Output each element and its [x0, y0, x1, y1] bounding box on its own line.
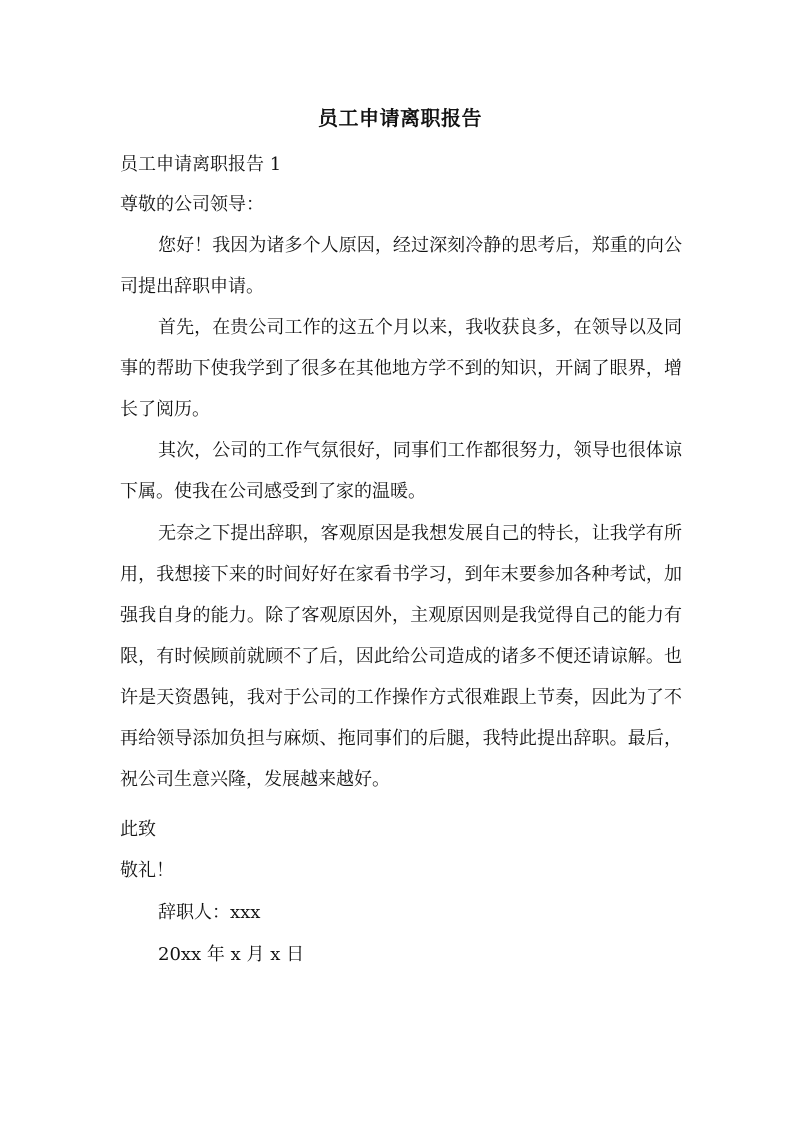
paragraph-2: 首先，在贵公司工作的这五个月以来，我收获良多，在领导以及同事的帮助下使我学到了很多在其他地方学不到的知识，开阔了眼界，增长了阅历。: [120, 317, 682, 420]
document-title: 员工申请离职报告: [318, 106, 482, 130]
closing-cizhi: 此致: [120, 819, 156, 840]
paragraph-4: 无奈之下提出辞职，客观原因是我想发展自己的特长，让我学有所用，我想接下来的时间好好在家看书学习，到年末要参加各种考试，加强我自身的能力。除了客观原因外，主观原因则是我觉得自己的能力有限，有时候顾前就顾不了后，因此给公司造成的诸多不便还请谅解。也许是天资愚钝，我对于公司的工作操作方式很难跟上节奏，因此为了不再给领导添加负担与麻烦、拖同事们的后腿，我特此提出辞职。最后，祝公司生意兴隆，发展越来越好。: [120, 523, 682, 790]
document-subtitle: 员工申请离职报告 1: [120, 154, 282, 175]
paragraph-1: 您好！我因为诸多个人原因，经过深刻冷静的思考后，郑重的向公司提出辞职申请。: [120, 235, 682, 297]
closing-jingli: 敬礼！: [120, 860, 174, 881]
signer: 辞职人：xxx: [158, 902, 261, 923]
paragraph-3: 其次，公司的工作气氛很好，同事们工作都很努力，领导也很体谅下属。使我在公司感受到了家的温暖。: [120, 440, 682, 502]
date: 20xx 年 x 月 x 日: [158, 944, 305, 965]
salutation: 尊敬的公司领导：: [120, 194, 264, 215]
